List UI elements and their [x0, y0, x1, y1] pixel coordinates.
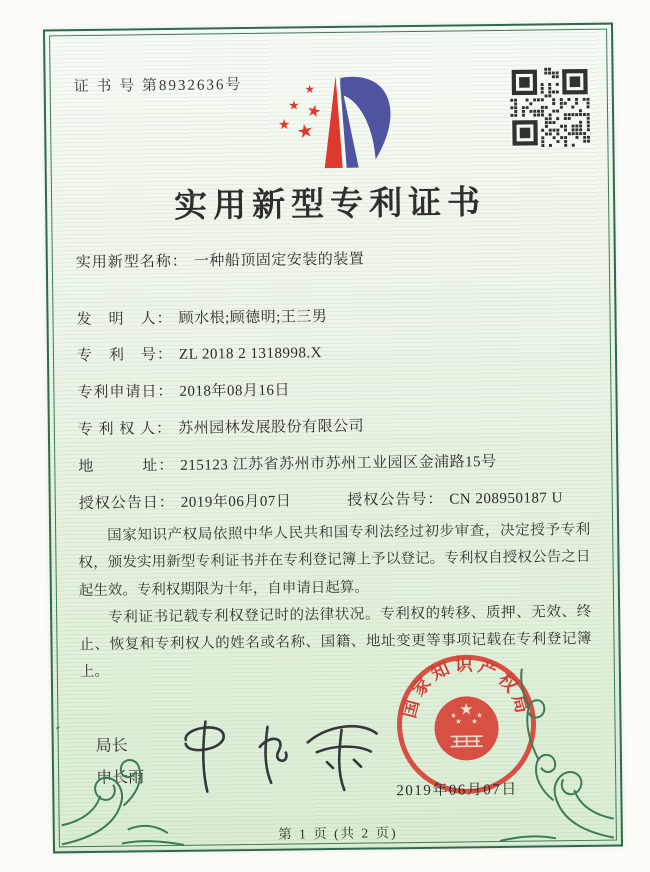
field-value-grant-no: CN 208950187 U [449, 490, 564, 508]
field-label: 专 利 号： [76, 346, 174, 365]
field-value: 2019年06月07日 [180, 493, 292, 511]
field-label: 实用新型名称： [75, 253, 188, 272]
field-value: 一种船顶固定安装的装置 [193, 251, 365, 270]
field-value: 苏州园林发展股份有限公司 [178, 418, 365, 437]
certificate-number: 证 书 号 第8932636号 [73, 77, 243, 96]
legal-paragraph-1: 国家知识产权局依照中华人民共和国专利法经过初步审查，决定授予专利权，颁发实用新型专利证书并在专利登记簿上予以登记。专利权自授权公告之日起生效。专利权期限为十年，自申请日起算。 [78, 521, 591, 599]
field-value: 215123 江苏省苏州市苏州工业园区金浦路15号 [180, 454, 497, 474]
field-label: 专 利 权 人： [77, 420, 173, 439]
director-name: 申长雨 [96, 769, 145, 787]
field-row-grant [79, 486, 563, 513]
field-row-address [78, 450, 497, 476]
field-label: 地 址： [78, 457, 175, 476]
legal-paragraph-2: 专利证书记载专利权登记时的法律状况。专利权的转移、质押、无效、终止、恢复和专利权人的姓名或名称、国籍、地址变更等事项记载在专利登记簿上。 [79, 603, 592, 681]
field-label: 专利申请日： [77, 383, 174, 402]
logo-red-wedge [324, 76, 343, 168]
certificate-page [43, 23, 623, 854]
field-row-patentee [78, 415, 365, 439]
field-value: ZL 2018 2 1318998.X [178, 345, 323, 363]
director-title: 局长 [95, 737, 128, 755]
field-value: 2018年08月16日 [179, 382, 291, 400]
page-footer: 第 1 页 (共 2 页) [278, 825, 398, 842]
field-label: 发 明 人： [76, 310, 173, 329]
field-label: 授权公告日： [78, 494, 175, 513]
seal-ring-text: 国家知识产权局 [398, 654, 534, 721]
director-block [96, 730, 145, 795]
director-signature-icon [171, 709, 392, 804]
field-row-name [76, 248, 365, 273]
field-row-patent-no [77, 341, 322, 365]
certificate-title: 实用新型专利证书 [173, 185, 487, 225]
cnipa-logo-icon [262, 63, 413, 177]
field-value: 顾水根;顾德明;王三男 [178, 309, 328, 327]
field-row-filing-date [77, 379, 290, 403]
field-row-inventors [76, 305, 327, 329]
field-label-grant-no: 授权公告号： [347, 491, 444, 509]
seal-date: 2019年06月07日 [396, 781, 518, 800]
qr-code-icon [509, 67, 590, 148]
